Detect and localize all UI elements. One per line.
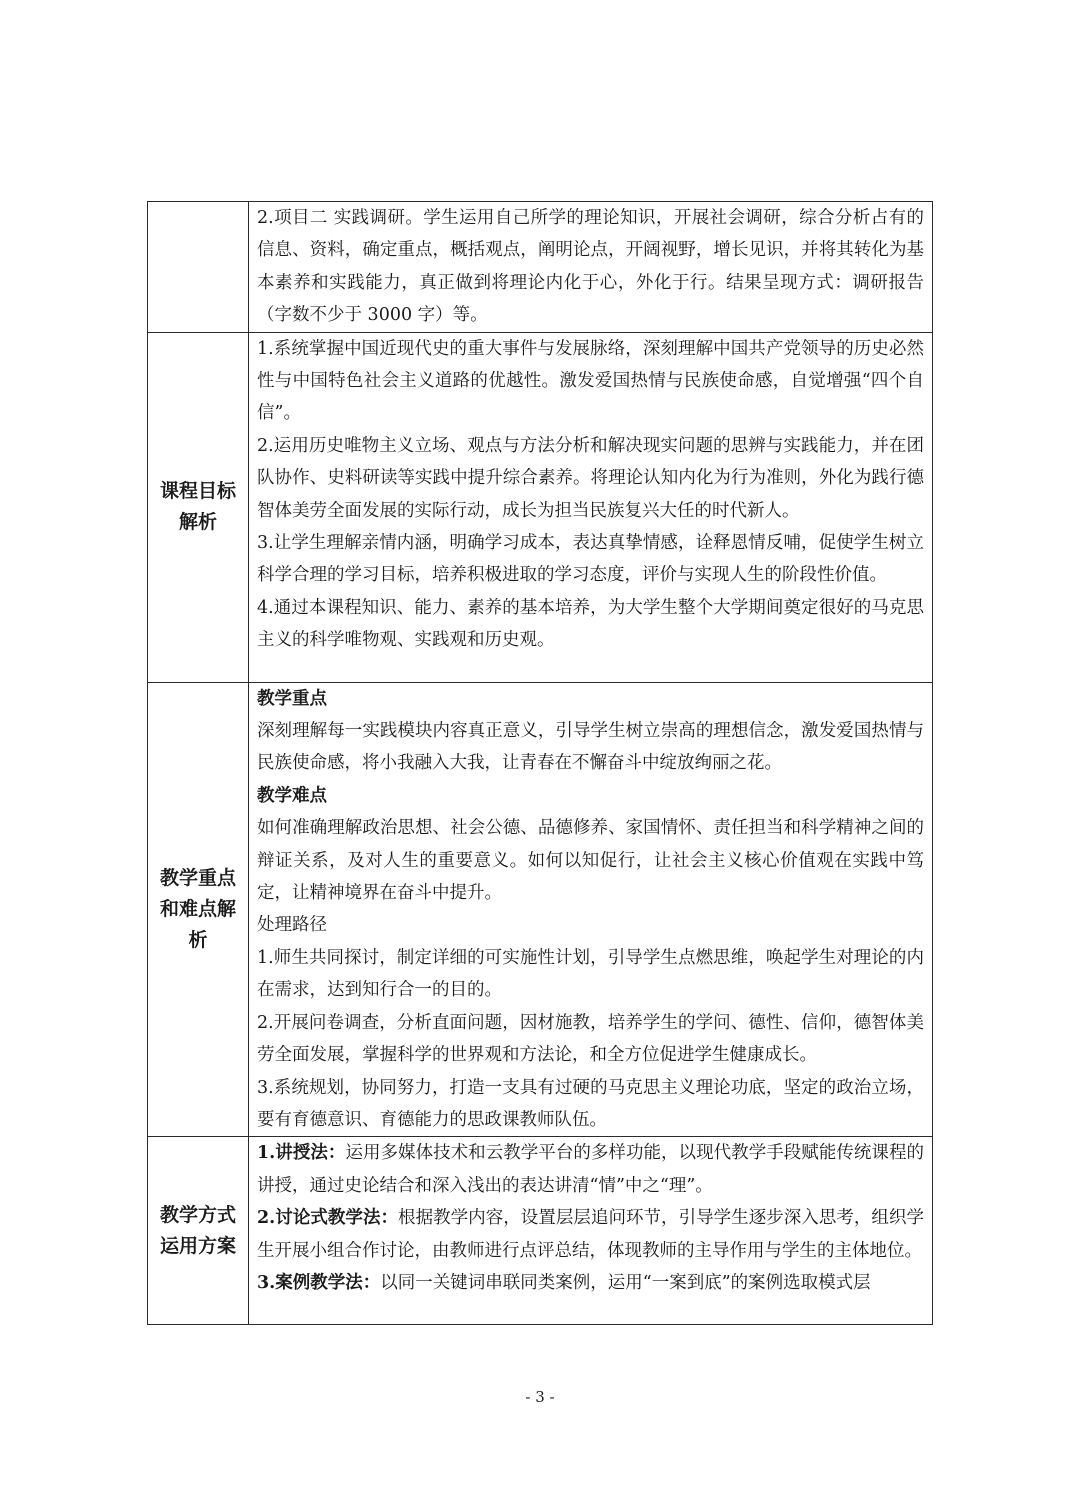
row-label: 教学方式运用方案 (159, 1203, 236, 1257)
method-name: 1.讲授法： (257, 1143, 346, 1164)
method-item (257, 1202, 924, 1267)
practice-research-content (249, 202, 933, 333)
row-label-teaching-methods (148, 1137, 249, 1325)
row-label: 课程目标解析 (159, 480, 236, 534)
focus-text: 深刻理解每一实践模块内容真正意义，引导学生树立崇高的理想信念，激发爱国热情与民族使命感，将小我融入大我，让青春在不懈奋斗中绽放绚丽之花。 (257, 721, 924, 774)
method-text: 根据教学内容，设置层层追问环节，引导学生逐步深入思考，组织学生开展小组合作讨论，由教师进行点评总结，体现教师的主导作用与学生的主体地位。 (257, 1208, 924, 1261)
table-row-practice-research (148, 202, 933, 333)
page-number: - 3 - (525, 1388, 555, 1406)
difficulty-heading: 教学难点 (257, 785, 327, 806)
path-item: 2.开展问卷调查，分析直面问题，因材施教，培养学生的学问、德性、信仰，德智体美劳全面发展，掌握科学的世界观和方法论，和全方位促进学生健康成长。 (257, 1012, 924, 1066)
course-design-table (147, 201, 933, 1325)
method-name: 2.讨论式教学法： (257, 1208, 399, 1229)
row-label: 教学重点和难点解析 (159, 866, 236, 951)
method-item (257, 1267, 924, 1299)
focus-heading: 教学重点 (257, 688, 327, 709)
path-item: 1.师生共同探讨，制定详细的可实施性计划，引导学生点燃思维，唤起学生对理论的内在需求，达到知行合一的目的。 (257, 947, 924, 1001)
method-text: 以同一关键词串联同类案例，运用“一案到底”的案例选取模式层 (380, 1272, 871, 1293)
difficulty-text: 如何准确理解政治思想、社会公德、品德修养、家国情怀、责任担当和科学精神之间的辩证关系，及对人生的重要意义。如何以知促行，让社会主义核心价值观在实践中笃定，让精神境界在奋斗中提升。 (257, 818, 924, 904)
table-row-key-difficult-points (148, 682, 933, 1137)
method-item (257, 1137, 924, 1202)
method-name: 3.案例教学法： (257, 1272, 381, 1293)
objective-paragraph: 1.系统掌握中国近现代史的重大事件与发展脉络，深刻理解中国共产党领导的历史必然性与中国特色社会主义道路的优越性。激发爱国热情与民族使命感，自觉增强“四个自信”。 (257, 338, 924, 424)
row-label-key-difficult-points (148, 682, 249, 1137)
method-text: 运用多媒体技术和云教学平台的多样功能，以现代教学手段赋能传统课程的讲授，通过史论结合和深入浅出的表达讲清“情”中之“理”。 (257, 1143, 924, 1196)
paragraph: 2.项目二 实践调研。学生运用自己所学的理论知识，开展社会调研，综合分析占有的信息、资料，确定重点，概括观点，阐明论点，开阔视野，增长见识，并将其转化为基本素养和实践能力，真正做到将理论内化于心，外化于行。结果呈现方式：调研报告（字数不少于 3000 字）等。 (257, 208, 924, 326)
row-label-course-objectives (148, 332, 249, 682)
path-heading: 处理路径 (257, 915, 327, 936)
path-item: 3.系统规划，协同努力，打造一支具有过硬的马克思主义理论功底，坚定的政治立场，要有育德意识、育德能力的思政课教师队伍。 (257, 1077, 924, 1130)
course-objectives-content (249, 332, 933, 682)
objective-paragraph: 3.让学生理解亲情内涵，明确学习成本，表达真挚情感，诠释恩情反哺，促使学生树立科学合理的学习目标，培养积极进取的学习态度，评价与实现人生的阶段性价值。 (257, 533, 924, 586)
objective-paragraph: 2.运用历史唯物主义立场、观点与方法分析和解决现实问题的思辨与实践能力，并在团队协作、史料研读等实践中提升综合素养。将理论认知内化为行为准则，外化为践行德智体美劳全面发展的实际行动，成长为担当民族复兴大任的时代新人。 (257, 435, 924, 521)
table-row-course-objectives (148, 332, 933, 682)
row-label-empty (148, 202, 249, 333)
table-row-teaching-methods (148, 1137, 933, 1325)
key-difficult-points-content (249, 682, 933, 1137)
objective-paragraph: 4.通过本课程知识、能力、素养的基本培养，为大学生整个大学期间奠定很好的马克思主义的科学唯物观、实践观和历史观。 (257, 597, 924, 651)
teaching-methods-content (249, 1137, 933, 1325)
